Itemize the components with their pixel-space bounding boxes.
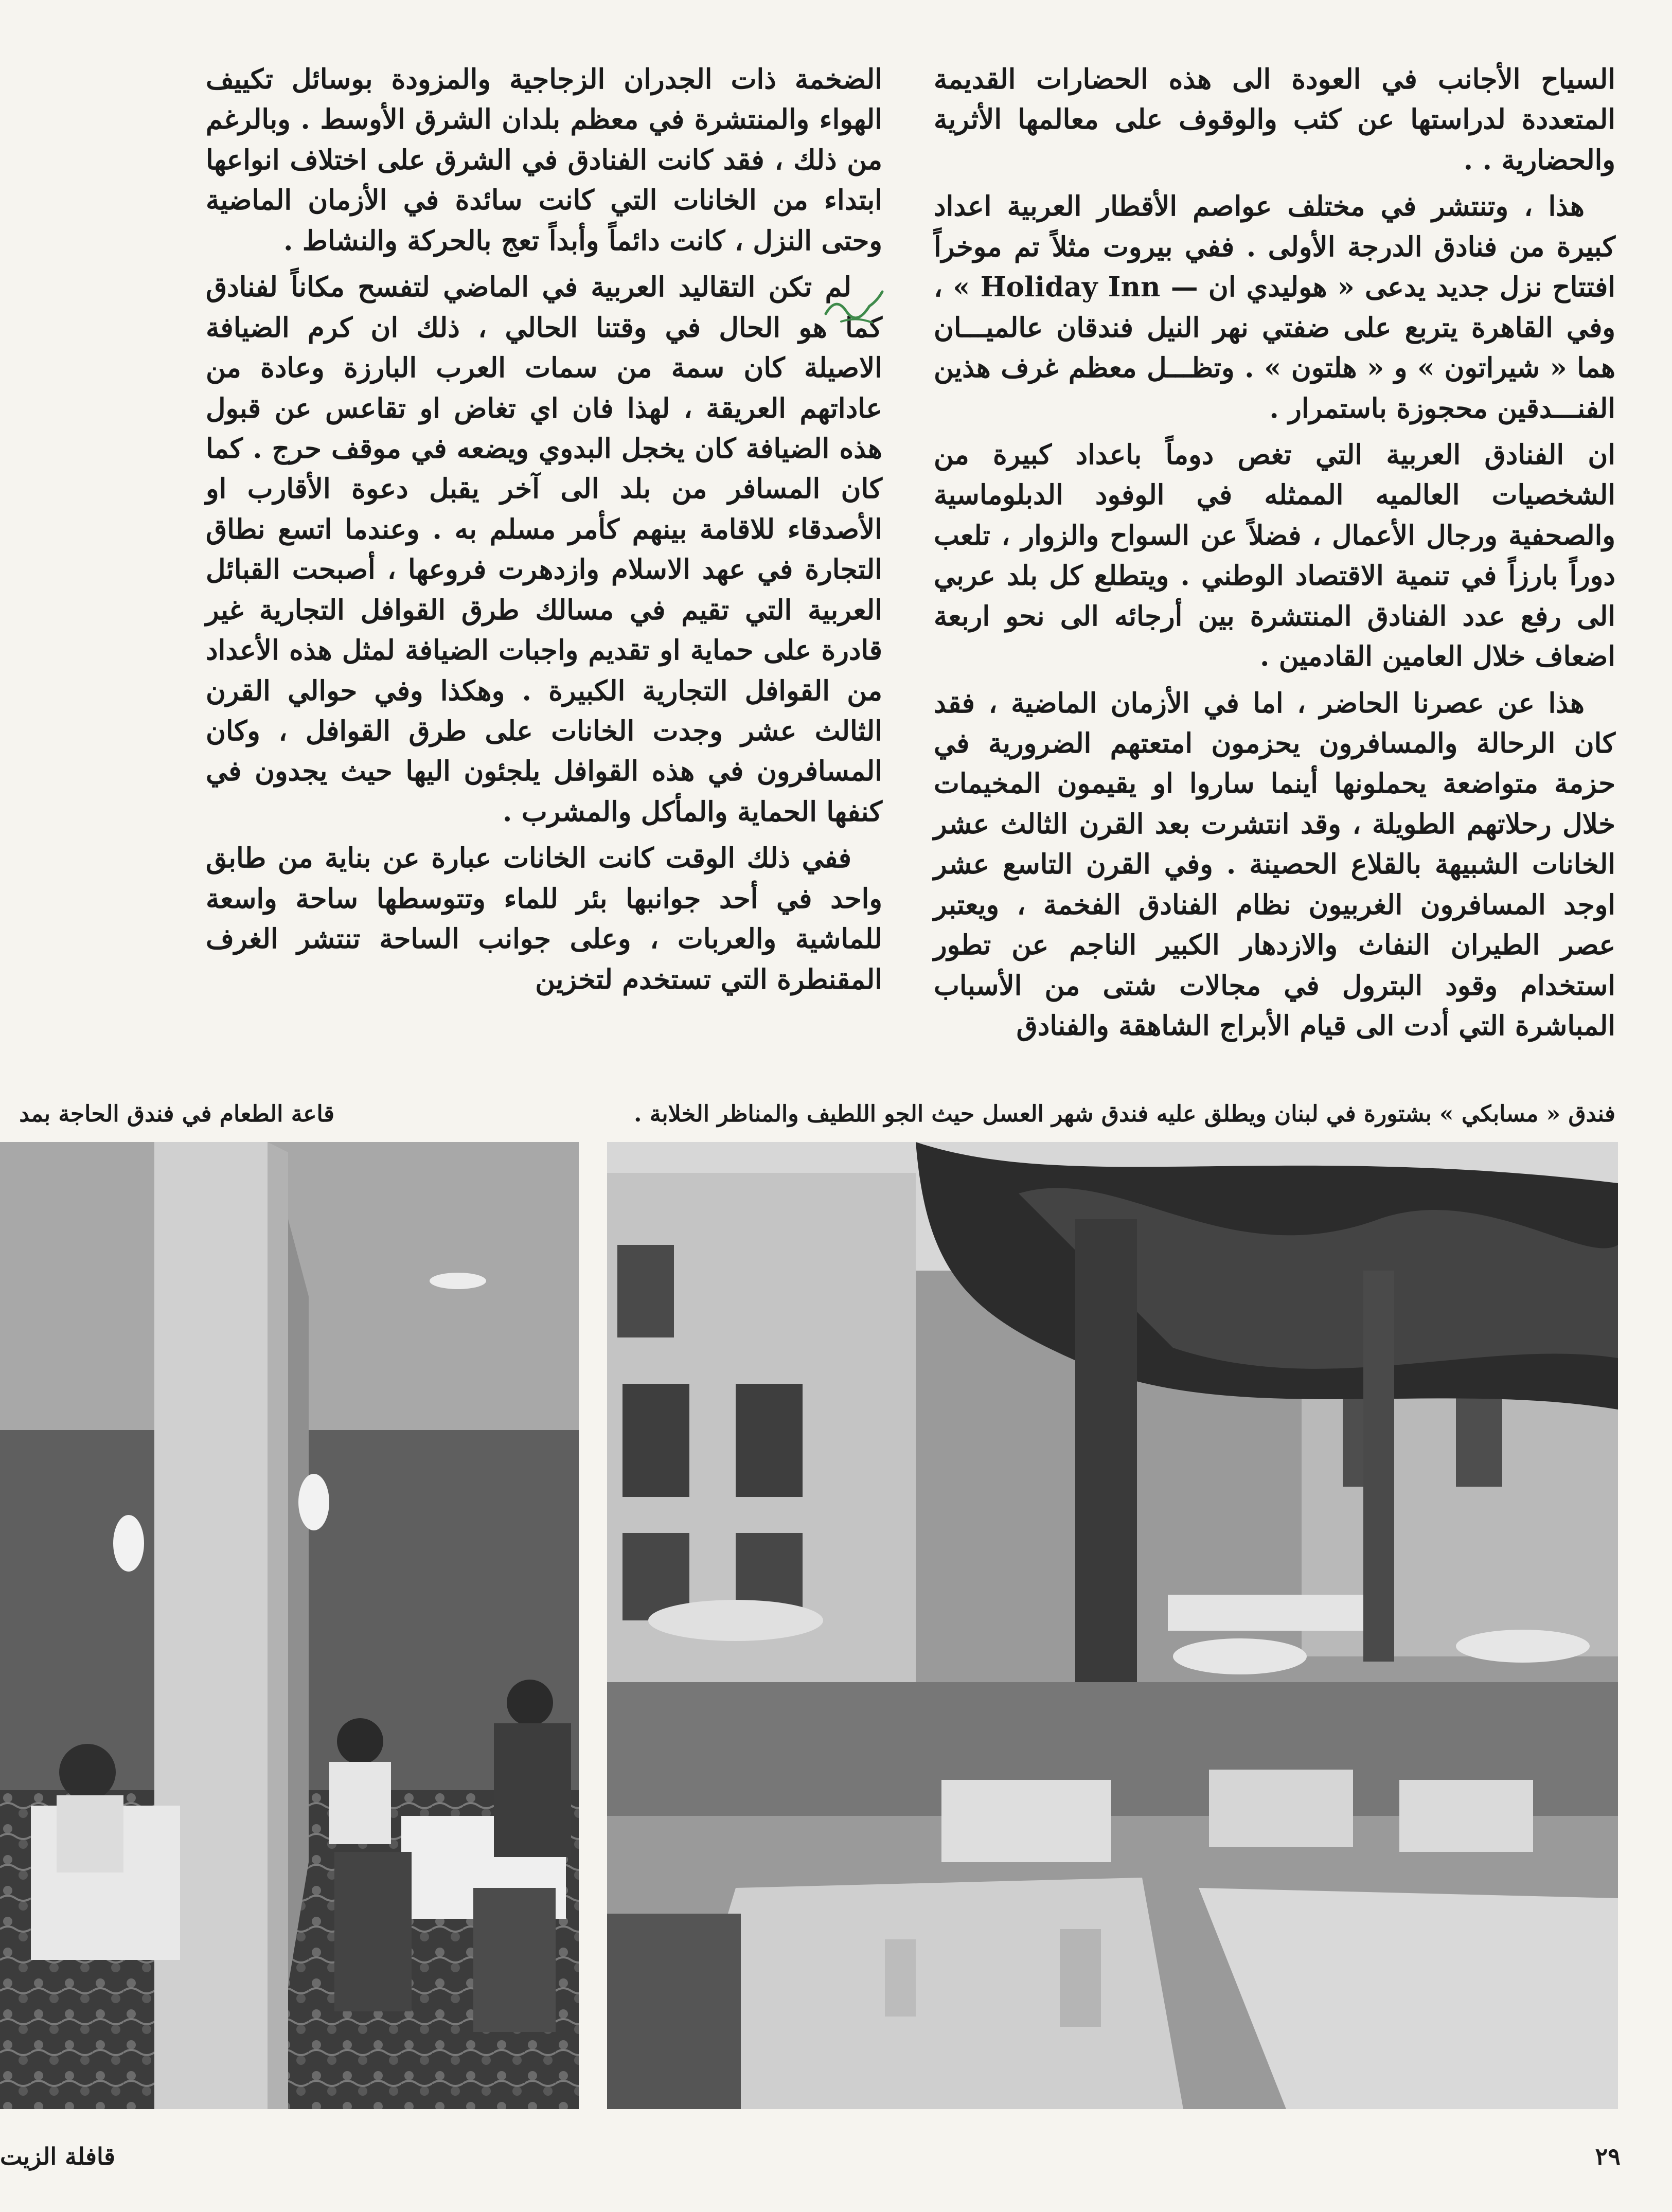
hotel-garden-photo: [607, 1142, 1618, 2109]
magazine-name: قافلة الزيت: [0, 2143, 116, 2170]
paragraph: لم تكن التقاليد العربية في الماضي لتفسح مكاناً لفنادق كما هو الحال في وقتنا الحالي ، ذلك ان كرم الضيافة الاصيلة كان سمة من سمات العرب البارزة وعادة من عاداتهم العريقة ، لهذا فان اي تغاض او تقاعس عن قبول هذه الضيافة كان يخجل البدوي ويضعه في موقف حرج . كما كان المسافر من بلد الى آخر يقبل دعوة الأقارب او الأصدقاء للاقامة بينهم كأمر مسلم به . وعندما اتسع نطاق التجارة في عهد الاسلام وازدهرت فروعها ، أصبحت القبائل العربية التي تقيم في مسالك طرق القوافل التجارية غير قادرة على حماية او تقديم واجبات الضيافة لمثل هذه الأعداد من القوافل التجارية الكبيرة . وهكذا وفي حوالي القرن الثالث عشر وجدت الخانات على طرق القوافل ، وكان المسافرون في هذه القوافل يلجئون اليها حيث يجدون في كنفها الحماية والمأكل والمشرب .: [206, 271, 882, 828]
paragraph: ان الفنادق العربية التي تغص دوماً باعداد كبيرة من الشخصيات العالميه الممثله في الوفود الدبلوماسية والصحفية ورجال الأعمال ، فضلاً عن السواح والزوار ، تلعب دوراً بارزاً في تنمية الاقتصاد الوطني . ويتطلع كل بلد عربي الى رفع عدد الفنادق المنتشرة بين أرجائه الى نحو اربعة اضعاف خلال العامين القادمين .: [934, 438, 1615, 673]
paragraph: هذا عن عصرنا الحاضر ، اما في الأزمان الماضية ، فقد كان الرحالة والمسافرون يحزمون امتعتهم الضرورية في حزمة متواضعة يحملونها أينما ساروا او يقيمون المخيمات خلال رحلاتهم الطويلة ، وقد انتشرت بعد القرن الثالث عشر الخانات الشبيهة بالقلاع الحصينة . وفي القرن التاسع عشر اوجد المسافرون الغربيون نظام الفنادق الفخمة ، ويعتبر عصر الطيران النفاث والازدهار الكبير الناجم عن تطور استخدام وقود البترول في مجالات شتى من الأسباب المباشرة التي أدت الى قيام الأبراج الشاهقة والفنادق: [934, 687, 1615, 1042]
photo-caption-left: قاعة الطعام في فندق الحاجة بمد: [19, 1101, 334, 1127]
paragraph: السياح الأجانب في العودة الى هذه الحضارات القديمة المتعددة لدراستها عن كثب والوقوف على معالمها الأثرية والحضارية . .: [934, 63, 1615, 176]
paragraph: ففي ذلك الوقت كانت الخانات عبارة عن بناية من طابق واحد في أحد جوانبها بئر للماء وتتوسطها ساحة واسعة للماشية والعربات ، وعلى جوانب الساحة تنتشر الغرف المقنطرة التي تستخدم لتخزين: [206, 842, 882, 995]
paragraph: الضخمة ذات الجدران الزجاجية والمزودة بوسائل تكييف الهواء والمنتشرة في معظم بلدان الشرق الأوسط . وبالرغم من ذلك ، فقد كانت الفنادق في الشرق على اختلاف انواعها ابتداء من الخانات التي كانت سائدة في الأزمان الماضية وحتى النزل ، كانت دائماً وأبداً تعج بالحركة والنشاط .: [206, 63, 882, 257]
page-number: ٢٩: [1595, 2143, 1621, 2170]
text-column-left: [206, 59, 882, 1006]
paragraph: هذا ، وتنتشر في مختلف عواصم الأقطار العربية اعداد كبيرة من فنادق الدرجة الأولى . ففي بيروت مثلاً تم موخراً افتتاح نزل جديد يدعى « هوليدي ان — Holiday Inn » ، وفي القاهرة يتربع على ضفتي نهر النيل فندقان عالميـــان هما « شيراتون » و « هلتون » . وتظـــل معظم غرف هذين الفنـــدقين محجوزة باستمرار .: [934, 190, 1616, 424]
dining-hall-photo: [0, 1142, 579, 2109]
handwritten-mark-icon: [821, 286, 887, 332]
text-column-right: [934, 59, 1615, 1053]
photo-caption-right: فندق « مسابكي » بشتورة في لبنان ويطلق عليه فندق شهر العسل حيث الجو اللطيف والمناظر الخلابة .: [634, 1101, 1615, 1127]
